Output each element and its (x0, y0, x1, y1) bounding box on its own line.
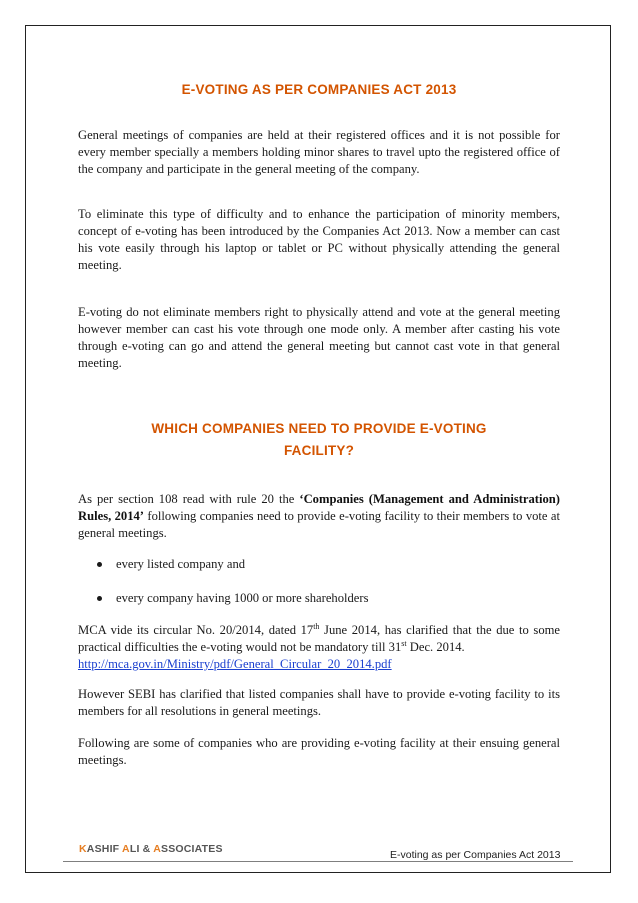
section-heading-line1: WHICH COMPANIES NEED TO PROVIDE E-VOTING (151, 421, 487, 436)
footer-title: E-voting as per Companies Act 2013 (390, 849, 561, 861)
p4-before: As per section 108 read with rule 20 the (78, 492, 300, 506)
paragraph-section-108 (78, 491, 560, 542)
paragraph-sebi: However SEBI has clarified that listed companies shall have to provide e-voting facility to its members for all resolutions in general meetings. (78, 687, 560, 718)
p4-after: following companies need to provide e-voting facility to their members to vote at general meetings. (78, 509, 560, 540)
footer-divider (63, 861, 573, 862)
paragraph-mca-circular: MCA vide its circular No. 20/2014, dated 17th June 2014, has clarified that the due to some practical difficulties the e-voting would not be mandatory till 31st Dec. 2014. http://mca.gov.in/Ministry/pdf/General_Circular_20_2014.pdf (78, 621, 561, 671)
circular-link[interactable]: http://mca.gov.in/Ministry/pdf/General_Circular_20_2014.pdf (78, 657, 392, 671)
paragraph-evoting-not-eliminate: E-voting do not eliminate members right to physically attend and vote at the general meeting however member can cast his vote through one mode only. A member after casting his vote through e-voting can go and attend the general meeting but cannot cast vote in that general meeting. (78, 305, 560, 370)
companies-list (92, 556, 552, 573)
bullet-icon (97, 596, 102, 601)
paragraph-eliminate-difficulty: To eliminate this type of difficulty and to enhance the participation of minority members, concept of e-voting has been introduced by the Companies Act 2013. Now a member can cast his vote easily through his laptop or tablet or PC without physically attending the general meeting. (78, 207, 560, 272)
paragraph-general-meetings: General meetings of companies are held at their registered offices and it is not possible for every member specially a members holding minor shares to travel upto the registered office of the company and participate in the general meeting of the company. (78, 128, 560, 176)
list-item: every company having 1000 or more shareholders (92, 590, 552, 607)
list-item: every listed company and (92, 556, 552, 573)
rules-name: ‘Companies (Management and Administration) Rules, 2014’ (78, 492, 560, 523)
bullet-icon (97, 562, 102, 567)
section-heading (78, 418, 560, 462)
section-heading-line2: FACILITY? (283, 443, 355, 458)
firm-logo: KASHIF ALI & ASSOCIATES (79, 843, 223, 855)
paragraph-following: Following are some of companies who are providing e-voting facility at their ensuing general meetings. (78, 736, 560, 767)
title-heading: E-VOTING AS PER COMPANIES ACT 2013 (181, 82, 457, 97)
companies-list-2 (92, 590, 552, 607)
